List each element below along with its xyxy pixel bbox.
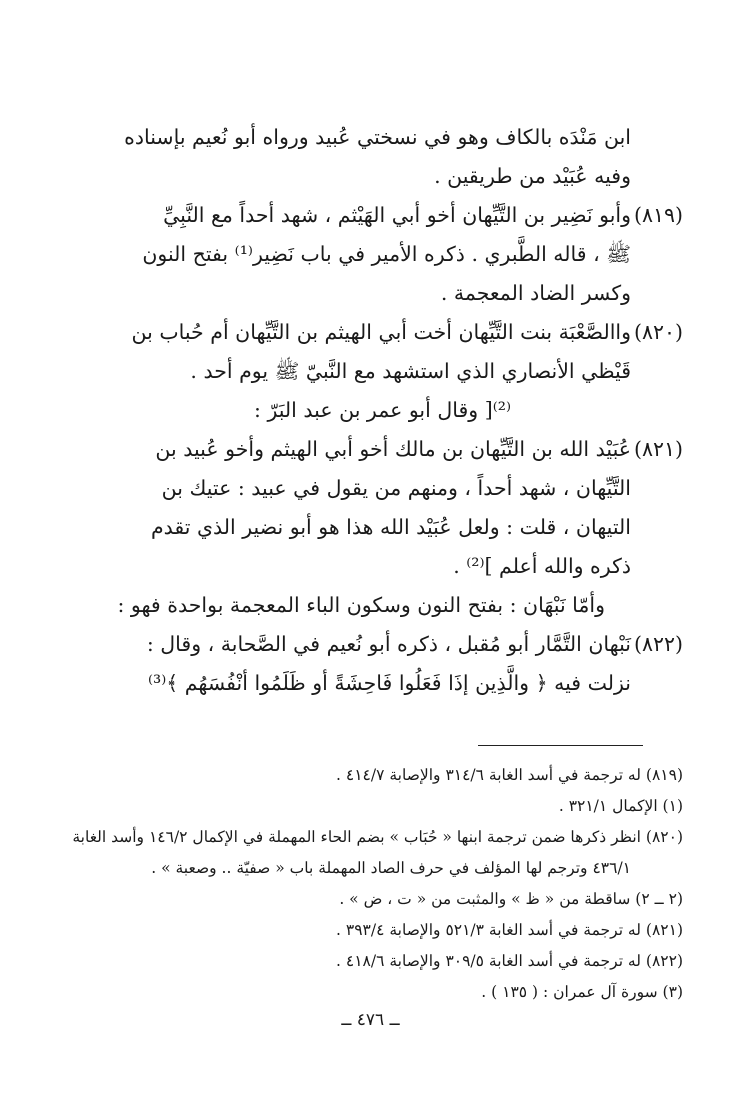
text-line: ذكره والله أعلم ]⁽²⁾ . [453,554,631,578]
text-line: ﷺ ، قاله الطَّبري . ذكره الأمير في باب نَضِير⁽¹⁾ بفتح النون [142,242,631,266]
text-line: ⁽²⁾[ وقال أبو عمر بن عبد البَرّ : [254,398,511,422]
text-line: نَبْهان التَّمَّار أبو مُقبل ، ذكره أبو نُعيم في الصَّحابة ، وقال : [146,632,631,656]
footnote: ٤٣٦/١ وترجم لها المؤلف في حرف الصاد المهملة باب « صفيّة .. وصعبة » . [151,859,631,877]
footnote: (٨٢٢) له ترجمة في أسد الغابة ٣٠٩/٥ والإصابة ٤١٨/٦ . [336,952,683,970]
text-line: نزلت فيه ﴿ والَّذِين إذَا فَعَلُوا فَاحِشَةً أو ظَلَمُوا أنْفُسَهُم ﴾⁽³⁾ [147,671,631,695]
text-line: وفيه عُبَيْد من طريقين . [434,164,631,188]
heading-text: وأمّا نَبْهَان : بفتح النون وسكون الباء المعجمة بواحدة فهو : [117,593,605,617]
footnote: (٨١٩) له ترجمة في أسد الغابة ٣١٤/٦ والإصابة ٤١٤/٧ . [336,766,683,784]
text-line: ابن مَنْدَه بالكاف وهو في نسختي عُبيد ورواه أبو نُعيم بإسناده [124,125,631,149]
text-line: التَّيِّهان ، شهد أحداً ، ومنهم من يقول في عبيد : عتيك بن [161,476,631,500]
section-heading [111,586,631,625]
entry-number: (٨٢٠) [633,320,683,344]
text-line: التيهان ، قلت : ولعل عُبَيْد الله هذا هو أبو نضير الذي تقدم [150,515,631,539]
footnote: (٨٢١) له ترجمة في أسد الغابة ٥٢١/٣ والإصابة ٣٩٣/٤ . [336,921,683,939]
text-line: عُبَيْد الله بن التَّيِّهان بن مالك أخو أبي الهيثم وأخو عُبيد بن [155,437,631,461]
text-line: قَيْظي الأنصاري الذي استشهد مع النَّبيّ ﷺ يوم أحد . [190,359,631,383]
footnote: (١) الإكمال ٣٢١/١ . [558,797,683,815]
footnote: (٣) سورة آل عمران : ( ١٣٥ ) . [481,983,683,1001]
text-line: وأبو نَضِير بن التَّيِّهان أخو أبي الهَيْثم ، شهد أحداً مع النَّبِيِّ [163,203,631,227]
footnote-separator [478,745,643,746]
entry-number: (٨٢١) [633,437,683,461]
text-line: وكسر الضاد المعجمة . [440,281,631,305]
text-line: واالصَّعْبَة بنت التَّيِّهان أخت أبي الهيثم بن التَّيِّهان أم حُباب بن [131,320,631,344]
footnote: (٢ ــ ٢) ساقطة من « ظ » والمثبت من « ت ، ض » . [339,890,683,908]
intro-paragraph [124,118,631,196]
entry-number: (٨٢٢) [633,632,683,656]
entry-number: (٨١٩) [633,203,683,227]
page-number: ــ ٤٧٦ ــ [341,1010,400,1030]
footnote: (٨٢٠) انظر ذكرها ضمن ترجمة ابنها « حُبَاب » بضم الحاء المهملة في الإكمال ١٤٦/٢ وأسد الغابة [72,828,683,846]
